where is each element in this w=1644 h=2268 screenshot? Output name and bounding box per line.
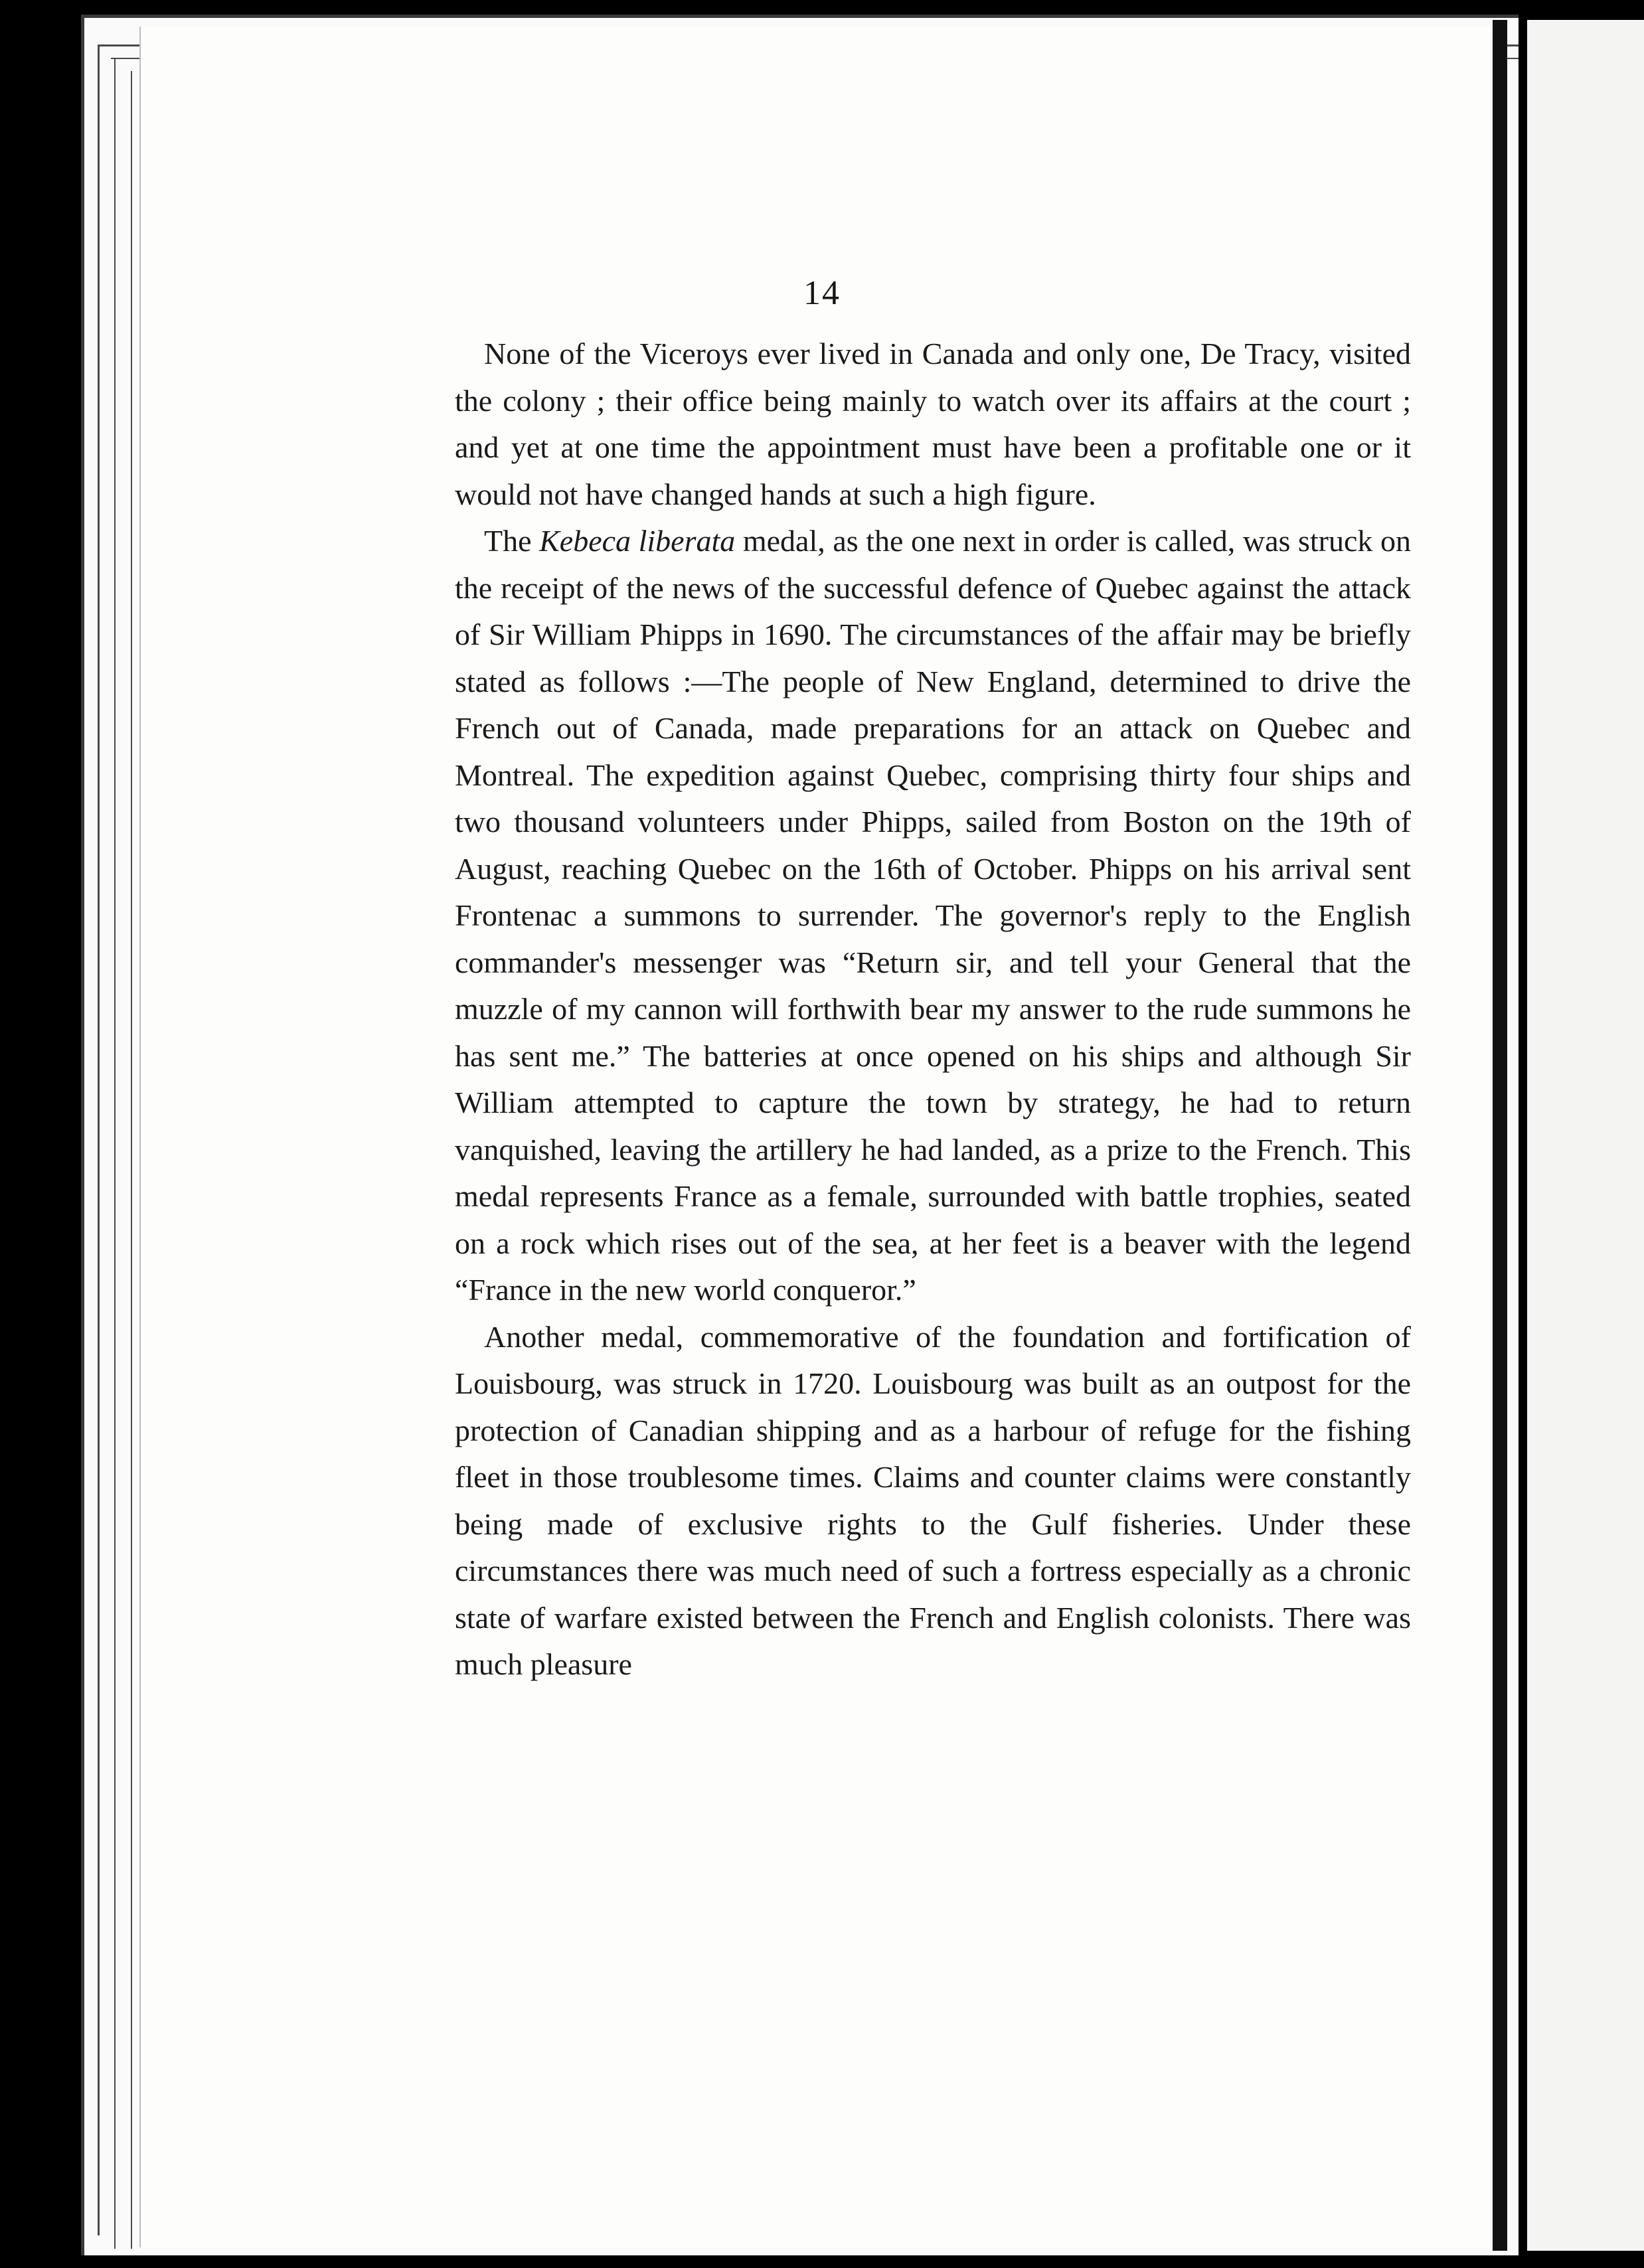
leaf-edge-line (131, 71, 132, 2249)
page-body-text (455, 331, 1411, 1688)
italic-title-text: Kebeca liberata (539, 524, 736, 558)
paragraph (455, 518, 1411, 1314)
scan-speck (52, 1142, 57, 1153)
scan-speck (23, 1859, 27, 1867)
page-number: 14 (803, 274, 841, 312)
scan-speck (40, 1686, 45, 1697)
leaf-edge-line (98, 44, 100, 2235)
paragraph-text: The (484, 524, 540, 558)
book-gutter (1493, 20, 1507, 2251)
paragraph-text: medal, as the one next in order is called, was struck on the receipt of the news of the successful defence of Quebec against the attack of Sir William Phipps in 1690. The circumstances of the affair may be briefly stated as follows :—The people of New England, determined to drive the French out of Canada, made preparations for an attack on Quebec and Montreal. The expedition against Quebec, comprising thirty four ships and two thousand volunteers under Phipps, sailed from Boston on the 19th of August, reaching Quebec on the 16th of October. Phipps on his arrival sent Frontenac a summons to surrender. The governor's reply to the English commander's messenger was “Return sir, and tell your General that the muzzle of my cannon will forthwith bear my answer to the rude summons he has sent me.” The batteries at once opened on his ships and although Sir William attempted to capture the town by strategy, he had to return vanquished, leaving the artillery he had landed, as a prize to the French. This medal represents France as a female, surrounded with battle trophies, seated on a rock which rises out of the sea, at her feet is a beaver with the legend “France in the new world conqueror.” (455, 524, 1411, 1307)
paragraph-text: None of the Viceroys ever lived in Canada and only one, De Tracy, visited the colony ; their office being mainly to watch over its affairs at the court ; and yet at one time the appointment must have been a profitable one or it would not have changed hands at such a high figure. (455, 337, 1411, 511)
facing-page-edge (1527, 20, 1644, 2251)
leaf-edge-line (114, 58, 116, 2249)
paragraph (455, 1314, 1411, 1688)
paragraph-text: Another medal, commemorative of the foundation and fortification of Louisbourg, was struck in 1720. Louisbourg was built as an outpost for the protection of Canadian shipping and as a harbour of refuge for the fishing fleet in those troublesome times. Claims and counter claims were constantly being made of exclusive rights to the Gulf fisheries. Under these circumstances there was much need of such a fortress especially as a chronic state of warfare existed between the French and English colonists. There was much pleasure (455, 1319, 1411, 1681)
paragraph (455, 331, 1411, 518)
